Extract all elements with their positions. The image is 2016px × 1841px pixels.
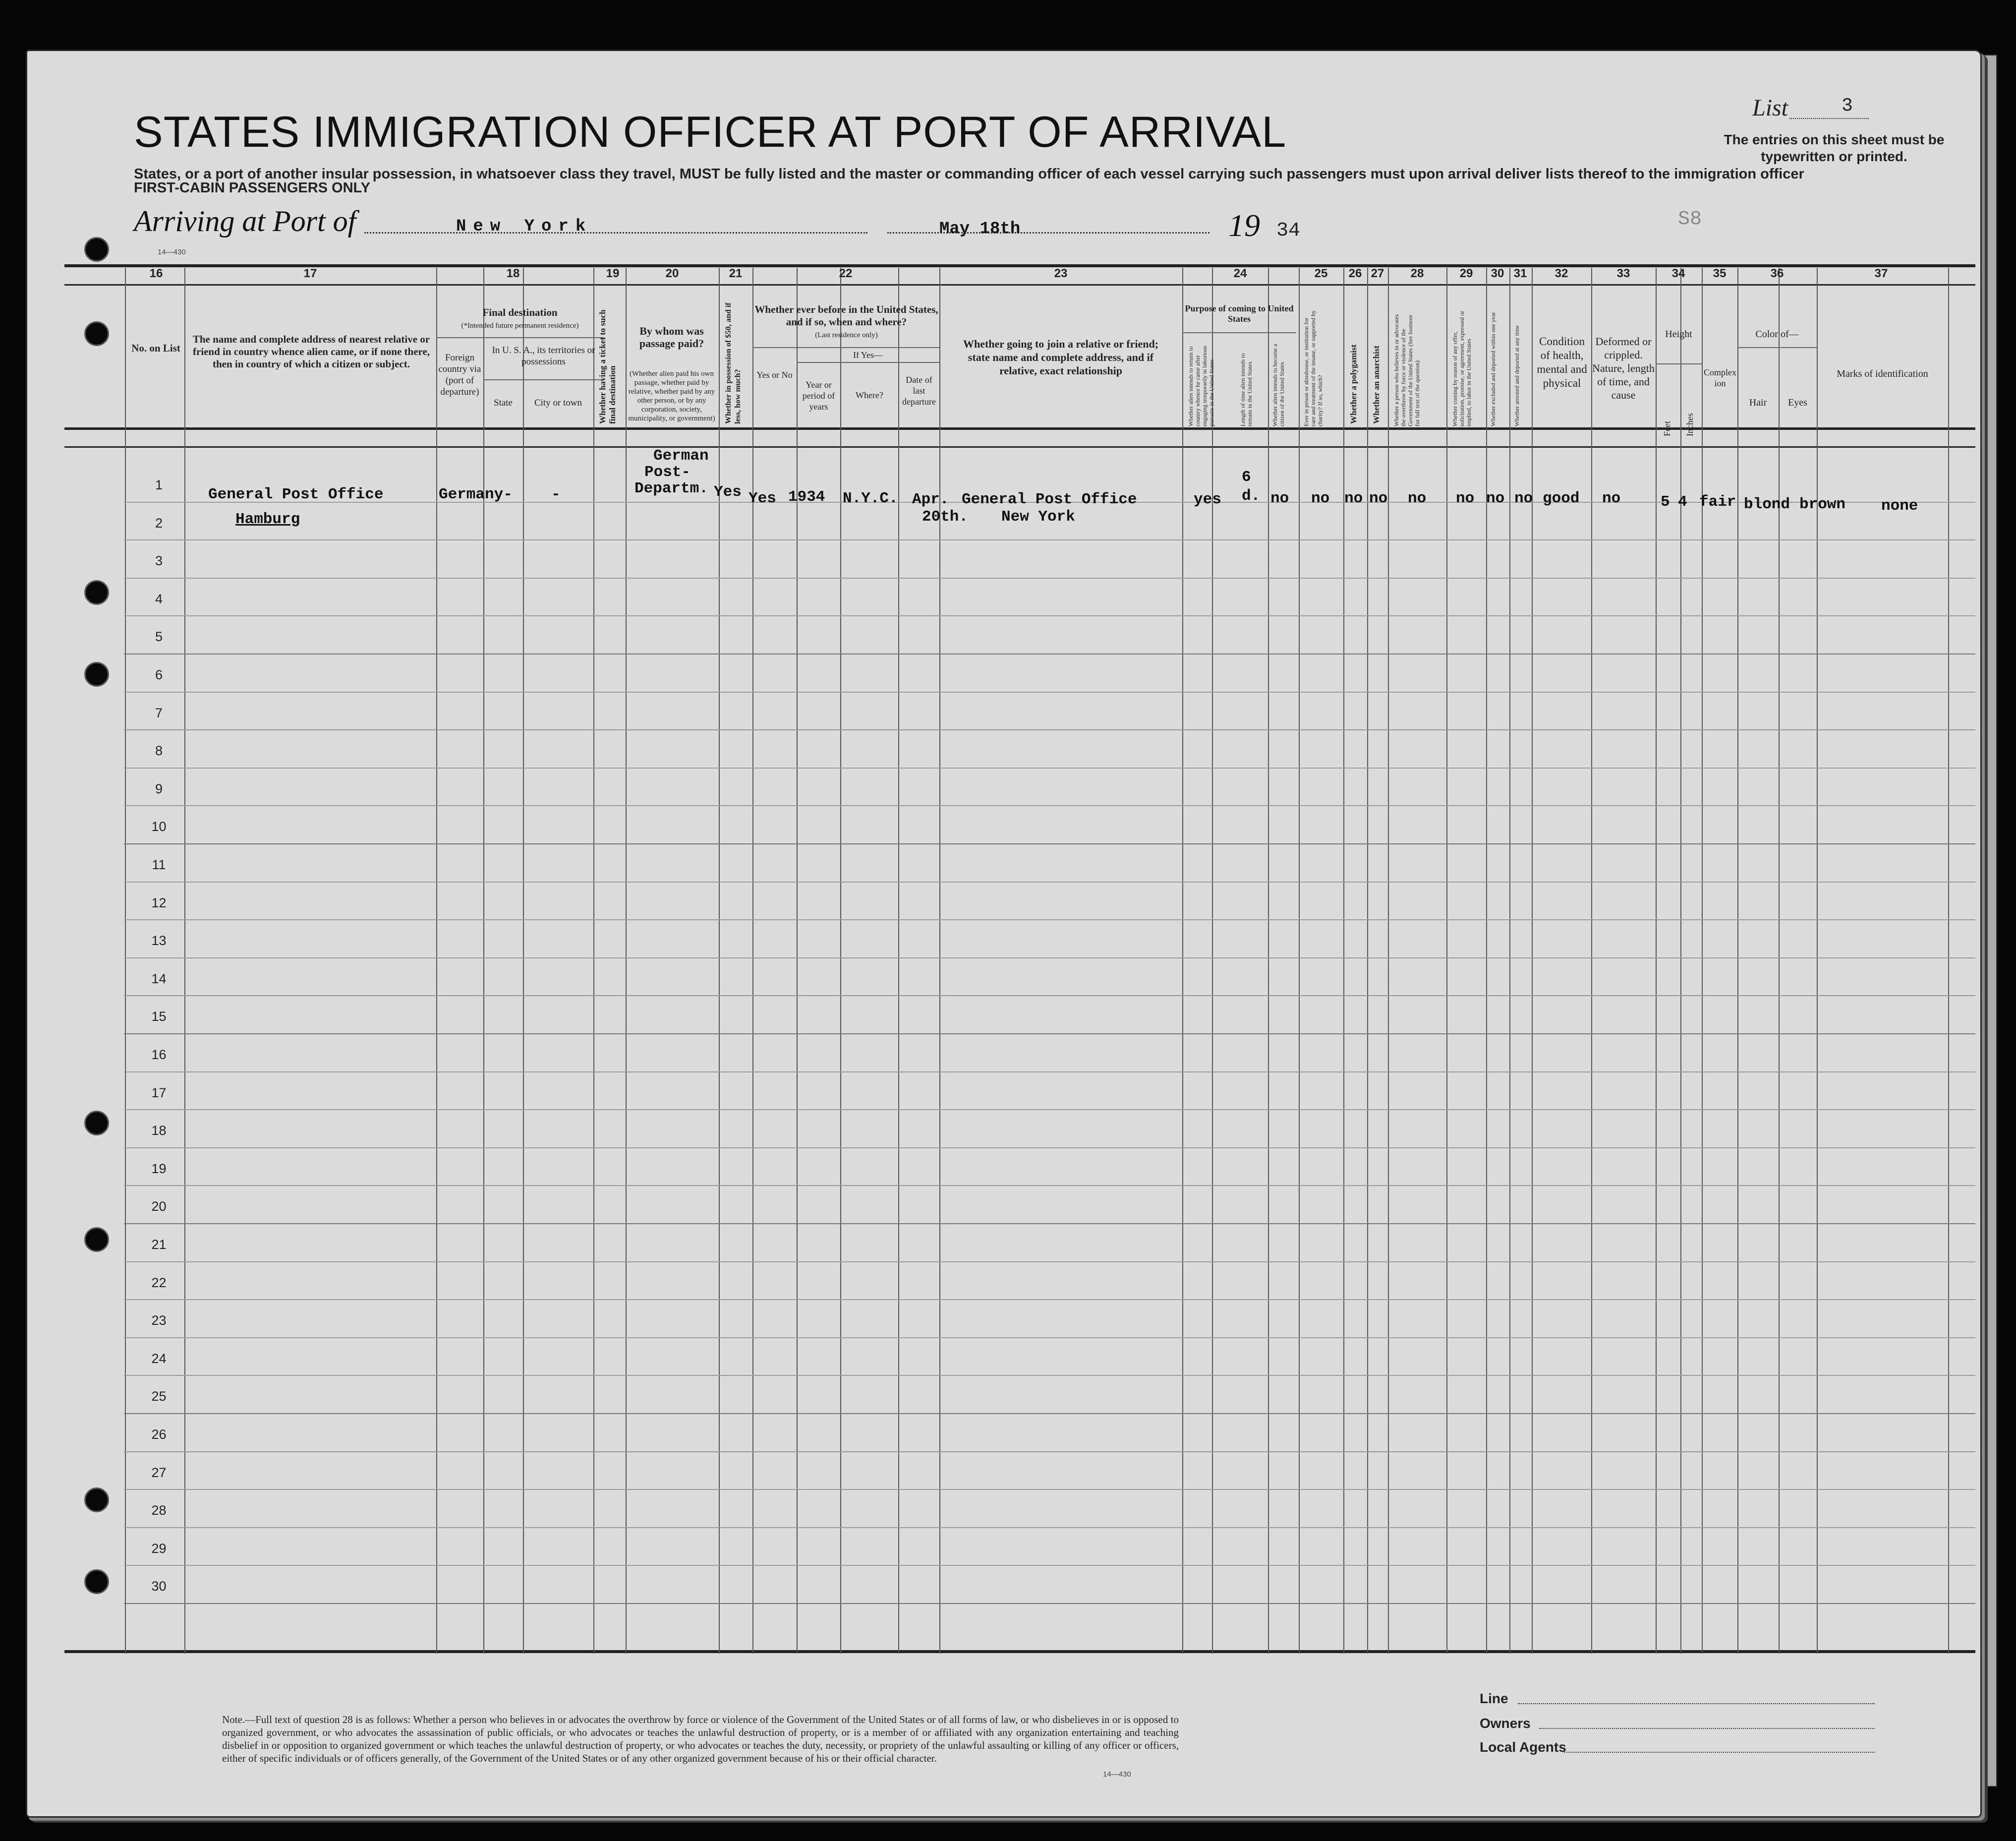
before-in-us: Yes	[749, 490, 776, 507]
header-foreign-country: Foreign country via (port of departure)	[438, 353, 481, 397]
row-number: 21	[151, 1237, 167, 1252]
header-before-in-us: Whether ever before in the United States, and if so, when and where?	[754, 303, 938, 328]
arrested: no	[1514, 490, 1533, 507]
header-hair: Hair	[1749, 397, 1767, 408]
length-number: 6	[1242, 469, 1251, 486]
row-number: 25	[151, 1389, 167, 1404]
binder-hole	[84, 580, 109, 605]
row-rule	[124, 1375, 1975, 1376]
column-number: 20	[665, 267, 679, 280]
typewritten-instruction: The entries on this sheet must be typewritten or printed.	[1724, 132, 1945, 164]
row-number: 17	[151, 1085, 167, 1100]
form-number-top: 14—430	[158, 248, 186, 256]
row-number: 11	[152, 857, 166, 872]
header-in-usa: In U. S. A., its territories or possessions	[492, 345, 595, 367]
header-prison: Ever in prison or almshouse, or institution for care and treatment of the insane, or supported by charity? If so, which?	[1303, 310, 1324, 426]
row-rule	[124, 692, 1975, 693]
excluded: no	[1486, 490, 1505, 507]
row-number: 1	[155, 477, 163, 492]
row-number: 14	[151, 971, 167, 986]
year-prefix: 19	[1228, 208, 1260, 243]
header-labor-offer: Whether coming by reason of any offer, solicitation, promise, or agreement, expressed or implied, to labor in the United States	[1451, 310, 1472, 426]
row-number: 3	[155, 553, 163, 569]
header-overthrow: Whether a person who believes in or advocates the overthrow by force or violence of the Government of the United States (See footnote for full text of the question)	[1393, 314, 1421, 426]
header-deformed: Deformed or crippled. Nature, length of time, and cause	[1592, 335, 1655, 401]
column-number: 17	[303, 267, 317, 280]
row-rule	[124, 995, 1975, 996]
owners-field	[1539, 1728, 1875, 1729]
column-number: 29	[1459, 267, 1473, 280]
column-number: 36	[1770, 267, 1784, 280]
column-number: 19	[606, 267, 620, 280]
row-rule	[124, 1603, 1975, 1604]
row-number: 2	[155, 515, 163, 531]
column-number: 23	[1054, 267, 1068, 280]
subtitle-line: States, or a port of another insular possession, in whatsoever class they travel, MUST be fully listed and the master or commanding officer of each vessel carrying such passengers must upon arrival deliver lists thereof to the immigration officer	[134, 166, 1804, 182]
joining-name: General Post Office	[962, 491, 1137, 508]
purpose-return: yes	[1194, 491, 1221, 508]
row-number: 9	[155, 781, 163, 796]
row-rule	[124, 729, 1975, 730]
row-number: 20	[151, 1199, 167, 1214]
column-number-rule	[64, 284, 1975, 286]
row-rule	[124, 539, 1975, 540]
paid-by-line1: German	[653, 447, 709, 465]
header-become-citizen: Whether alien intends to become a citizen of the United States	[1271, 344, 1285, 426]
date-line	[887, 232, 1210, 234]
anarchist: no	[1369, 490, 1388, 507]
column-number: 27	[1371, 267, 1384, 280]
binder-hole	[84, 1487, 109, 1512]
port-line	[364, 232, 867, 234]
labor-offer: no	[1456, 490, 1475, 507]
row-number: 28	[151, 1503, 167, 1518]
before-year: 1934	[788, 488, 825, 506]
row-rule	[124, 1489, 1975, 1490]
binder-hole	[84, 1569, 109, 1594]
row-number: 18	[151, 1123, 167, 1138]
header-date-departure: Date of last departure	[902, 375, 936, 407]
header-ticket: Whether having a ticket to such final destination	[598, 309, 617, 424]
deformed: no	[1602, 490, 1621, 507]
column-number: 18	[506, 267, 520, 280]
line-field	[1518, 1703, 1875, 1704]
row-number: 30	[151, 1579, 167, 1594]
health-condition: good	[1543, 490, 1580, 507]
row-rule	[124, 1071, 1975, 1072]
question-28-note: Note.—Full text of question 28 is as follows: Whether a person who believes in or advocates the overthrow by force or violence of the Government of the United States or of all forms of law, or who disbelieves in or is opposed to organized government, or who advocates the assassination of public officials, or who advocates or teaches the unlawful destruction of property, or is a member of or affiliated with any organization entertaining and teaching disbelief in or opposition to organized government or which teaches the unlawful destruction of property, or who advocates or teaches the duty, necessity, or propriety of the unlawful assaulting or killing of any officer or officers, either of specific individuals or of officers generally, of the Government of the United States or of any other organized government because of his or their official character.	[222, 1714, 1179, 1764]
row-number: 8	[155, 743, 163, 759]
row-number: 7	[155, 705, 163, 720]
row-number: 13	[151, 933, 167, 949]
header-city: City or town	[534, 398, 582, 408]
local-agents-label: Local Agents	[1480, 1739, 1566, 1755]
header-state: State	[494, 398, 513, 408]
row-number: 16	[151, 1047, 167, 1062]
height-feet: 5	[1661, 493, 1670, 511]
row-rule	[124, 615, 1975, 616]
header-marks: Marks of identification	[1837, 368, 1928, 379]
binder-hole	[84, 1227, 109, 1252]
row-rule	[124, 1109, 1975, 1110]
header-inches: Inches	[1685, 413, 1695, 436]
binder-hole	[84, 1111, 109, 1135]
header-where: Where?	[856, 390, 883, 400]
header-polygamist: Whether a polygamist	[1349, 344, 1358, 424]
local-agents-field	[1564, 1752, 1875, 1753]
header-if-yes: If Yes—	[853, 350, 883, 360]
height-inches: 4	[1678, 493, 1687, 511]
header-bottom-rule-2	[64, 446, 1975, 448]
row-number: 12	[151, 895, 167, 910]
row-rule	[124, 1451, 1975, 1452]
owners-label: Owners	[1480, 1716, 1531, 1731]
joining-city: New York	[1001, 508, 1075, 526]
before-where: N.Y.C.	[843, 490, 898, 507]
row-number: 26	[151, 1427, 167, 1442]
page-title: STATES IMMIGRATION OFFICER AT PORT OF ARRIVAL	[134, 107, 1287, 156]
relative-city: Hamburg	[235, 511, 300, 528]
column-number: 25	[1314, 267, 1328, 280]
become-citizen: no	[1270, 490, 1289, 507]
column-number: 35	[1713, 267, 1727, 280]
relative-name: General Post Office	[208, 486, 384, 503]
arrival-port: New York	[456, 217, 593, 236]
first-cabin-label: FIRST-CABIN PASSENGERS ONLY	[134, 180, 370, 196]
binder-hole	[84, 321, 109, 346]
foreign-country: Germany-	[439, 486, 513, 503]
column-number: 24	[1233, 267, 1247, 280]
row-rule	[124, 1527, 1975, 1528]
departure-month: Apr.	[912, 491, 949, 508]
header-passage-paid: By whom was passage paid?	[639, 325, 704, 350]
table-top-rule	[64, 264, 1975, 267]
row-number: 5	[155, 629, 163, 645]
page-stamp: S8	[1678, 208, 1702, 231]
header-complexion: Complexion	[1704, 367, 1736, 388]
row-number: 22	[151, 1275, 167, 1290]
row-rule	[124, 578, 1975, 579]
row-rule	[124, 919, 1975, 920]
paid-by-line2: Post-	[644, 464, 691, 481]
column-number: 32	[1555, 267, 1568, 280]
row-rule	[124, 1223, 1975, 1224]
row-rule	[124, 1413, 1975, 1414]
city-dash: -	[551, 486, 561, 503]
header-passage-note: (Whether alien paid his own passage, whether paid by relative, whether paid by any other person, or by any corporation, society, municipality, or government)	[628, 370, 715, 422]
header-fifty-dollars: Whether in possession of $50, and if less, how much?	[724, 302, 742, 424]
header-anarchist: Whether an anarchist	[1372, 345, 1381, 424]
column-number: 37	[1874, 267, 1888, 280]
overthrow: no	[1408, 490, 1427, 507]
list-label: List	[1752, 95, 1788, 121]
hair-color: blond	[1744, 496, 1790, 513]
row-rule	[124, 653, 1975, 654]
column-number: 31	[1513, 267, 1527, 280]
identification-marks: none	[1881, 497, 1918, 515]
polygamist: no	[1344, 490, 1363, 507]
list-number-line	[1789, 118, 1869, 119]
row-number: 15	[151, 1009, 167, 1024]
row-rule	[124, 805, 1975, 806]
row-rule	[124, 1299, 1975, 1300]
length-unit: d.	[1242, 487, 1261, 505]
year-suffix: 34	[1276, 220, 1301, 242]
row-rule	[124, 843, 1975, 844]
complexion: fair	[1699, 493, 1736, 511]
column-number: 30	[1491, 267, 1504, 280]
header-arrested: Whether arrested and deported at any time	[1513, 325, 1520, 426]
header-eyes: Eyes	[1788, 397, 1807, 408]
header-purpose: Purpose of coming to United States	[1185, 303, 1294, 324]
column-number: 33	[1616, 267, 1630, 280]
row-number: 19	[151, 1161, 167, 1176]
row-rule	[124, 768, 1975, 769]
header-no-on-list: No. on List	[131, 342, 180, 354]
paid-by-line3: Departm.	[634, 480, 708, 497]
form-number: 14—430	[1103, 1770, 1131, 1779]
arriving-label: Arriving at Port of	[134, 205, 356, 238]
column-number: 21	[729, 267, 743, 280]
header-final-destination: Final destination	[482, 306, 558, 318]
row-number: 23	[151, 1313, 167, 1328]
header-feet: Feet	[1662, 421, 1672, 436]
header-destination-note: (*Intended future permanent residence)	[461, 322, 579, 330]
row-rule	[124, 957, 1975, 958]
binder-hole	[84, 662, 109, 687]
header-joining-relative: Whether going to join a relative or friend; state name and complete address, and if relative, exact relationship	[963, 338, 1159, 377]
row-number: 6	[155, 667, 163, 682]
header-health: Condition of health, mental and physical	[1537, 335, 1587, 389]
header-excluded: Whether excluded and deported within one year	[1490, 312, 1497, 426]
row-number: 29	[151, 1541, 167, 1556]
column-number: 22	[839, 267, 853, 280]
column-number: 34	[1671, 267, 1685, 280]
row-number: 27	[151, 1465, 167, 1480]
row-rule	[124, 882, 1975, 883]
table-bottom-rule	[64, 1650, 1975, 1653]
header-length-stay: Length of time alien intends to remain in the United States	[1239, 353, 1253, 426]
column-number: 28	[1410, 267, 1424, 280]
header-height: Height	[1665, 329, 1692, 340]
column-number: 26	[1348, 267, 1362, 280]
row-rule	[124, 1185, 1975, 1186]
header-relative-address: The name and complete address of nearest relative or friend in country whence alien came, or if none there, then in country of which a citizen or subject.	[192, 333, 430, 370]
header-before-note: (Last residence only)	[815, 331, 878, 339]
row-rule	[124, 1261, 1975, 1262]
column-number: 16	[149, 267, 163, 280]
row-rule	[124, 1033, 1975, 1034]
prison: no	[1311, 490, 1330, 507]
row-number: 4	[155, 591, 163, 606]
header-yes-no: Yes or No	[756, 370, 793, 380]
money-fifty: Yes	[714, 483, 742, 501]
eye-color: brown	[1799, 496, 1846, 513]
header-color-of: Color of—	[1755, 329, 1799, 340]
row-number: 10	[151, 819, 167, 834]
binder-hole	[84, 237, 109, 262]
departure-day: 20th.	[922, 508, 969, 526]
manifest-page	[26, 50, 1982, 1818]
list-number: 3	[1842, 95, 1853, 117]
row-number: 24	[151, 1351, 167, 1366]
header-return-country: Whether alien intends to return to country whence he came after engaging temporarily in laborious pursuits in the United States	[1187, 346, 1215, 426]
row-rule	[124, 1565, 1975, 1566]
header-year: Year or period of years	[802, 380, 835, 412]
arrival-date: May 18th	[939, 220, 1021, 238]
row-rule	[124, 1337, 1975, 1338]
row-rule	[124, 1147, 1975, 1148]
line-label: Line	[1480, 1691, 1508, 1706]
